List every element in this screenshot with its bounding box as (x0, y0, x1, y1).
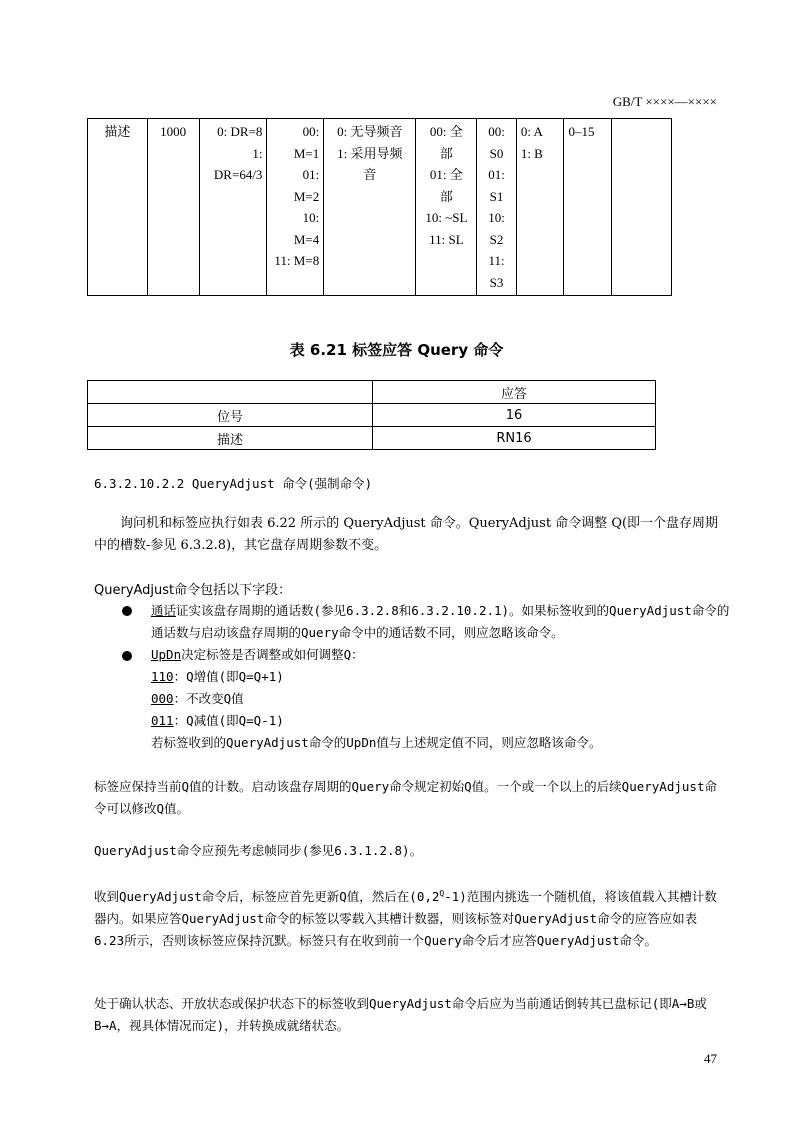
table-cell: 应答 (373, 381, 656, 404)
table-row (88, 427, 656, 450)
table-cell: 描述 (88, 119, 148, 296)
code-value: 110 (151, 669, 174, 684)
table-cell: 0: DR=8 1: DR=64/3 (199, 119, 267, 296)
table-cell: 0: 无导频音 1: 采用导频 音 (324, 119, 416, 296)
paragraph: 处于确认状态、开放状态或保护状态下的标签收到QueryAdjust命令后应为当前通话倒转其已盘标记(即A→B或B→A，视具体情况而定)，并转换成就绪状态。 (94, 996, 707, 1033)
table-row (88, 119, 672, 296)
field-term: 通话 (151, 603, 177, 618)
code-value: 011 (151, 713, 174, 728)
superscript: Q (439, 889, 445, 898)
list-item (151, 600, 731, 644)
paragraph: 询问机和标签应执行如表 6.22 所示的 QueryAdjust 命令。QueryAdjust 命令调整 Q(即一个盘存周期中的槽数-参见 6.3.2.8)，其它盘存周期参数不变。 (94, 516, 719, 553)
code-description: ：Q增值(即Q=Q+1) (173, 669, 284, 684)
paragraph (94, 883, 724, 952)
table-cell: 16 (373, 404, 656, 427)
page-header: GB/T ××××—×××× (612, 94, 717, 109)
query-reply-table (87, 380, 656, 450)
paragraph: QueryAdjust命令包括以下字段： (94, 583, 292, 598)
table-row (88, 381, 656, 404)
table-row (88, 404, 656, 427)
field-description: 决定标签是否调整或如何调整Q： (181, 647, 364, 662)
code-description: ：不改变Q值 (173, 691, 244, 706)
paragraph-text: 收到QueryAdjust命令后，标签应首先更新Q值，然后在(0,2 (94, 889, 440, 905)
table-cell: 0: A 1: B (516, 119, 564, 296)
table-cell: 0–15 (564, 119, 612, 296)
table-cell: 位号 (88, 404, 373, 427)
section-heading: 6.3.2.10.2.2 QueryAdjust 命令(强制命令) (94, 476, 373, 491)
table-cell: RN16 (373, 427, 656, 450)
table-cell: 1000 (147, 119, 199, 296)
paragraph: QueryAdjust命令应预先考虑帧同步(参见6.3.1.2.8)。 (94, 843, 423, 858)
note-text: 若标签收到的QueryAdjust命令的UpDn值与上述规定值不同，则应忽略该命令。 (151, 735, 602, 750)
field-description: 证实该盘存周期的通话数(参见6.3.2.8和6.3.2.10.2.1)。如果标签收到的QueryAdjust命令的通话数与启动该盘存周期的Query命令中的通话数不同，则应忽略该命令。 (151, 603, 730, 640)
code-description: ：Q减值(即Q=Q-1) (173, 713, 284, 728)
field-term: UpDn (151, 647, 182, 662)
table-cell: 00: M=1 01: M=2 10: M=4 11: M=8 (267, 119, 324, 296)
bullet-icon (122, 651, 132, 661)
list-item (151, 688, 731, 710)
list-item (151, 666, 731, 688)
table-cell: 00: 全 部 01: 全 部 10: ~SL 11: SL (416, 119, 477, 296)
code-value: 000 (151, 691, 174, 706)
list-item (151, 644, 731, 666)
list-item (151, 710, 731, 732)
table-cell: 00: S0 01: S1 10: S2 11: S3 (477, 119, 517, 296)
page-number: 47 (704, 1051, 717, 1066)
command-field-table (87, 118, 672, 296)
paragraph: 标签应保持当前Q值的计数。启动该盘存周期的Query命令规定初始Q值。一个或一个以上的后续QueryAdjust命令可以修改Q值。 (94, 779, 717, 816)
table-cell (88, 381, 373, 404)
table-caption: 表 6.21 标签应答 Query 命令 (289, 341, 504, 359)
paragraph-text: -1)范围内挑选一个随机值，将该值载入其槽计数器内。如果应答QueryAdjust命令的标签以零载入其槽计数器，则该标签对QueryAdjust命令的应答应如表6.23所示，否则该标签应保持沉默。标签只有在收到前一个Query命令后才应答QueryAdjust命令。 (94, 889, 717, 949)
table-cell (612, 119, 672, 296)
bullet-icon (122, 606, 132, 616)
table-cell: 描述 (88, 427, 373, 450)
